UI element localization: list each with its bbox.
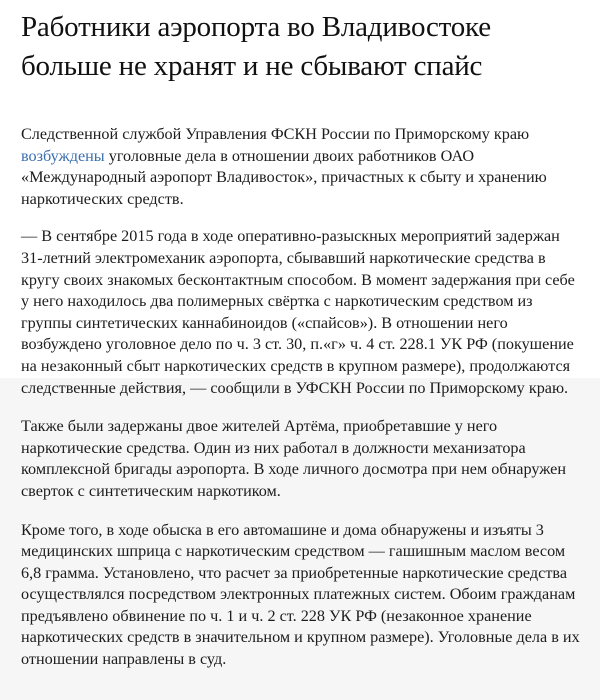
article-title: Работники аэропорта во Владивостоке больше не хранят и не сбывают спайс <box>21 11 491 82</box>
article-paragraph-3: Также были задержаны двое жителей Артёма, приобретавшие у него наркотические средства. Один из них работал в должности механизатора комплексной бригады аэропорта. В ходе личного досмотра при нем обнаружен сверток с синтетическим наркотиком. <box>21 417 567 500</box>
initiated-cases-link[interactable]: возбуждены <box>21 146 105 165</box>
paragraph-1-rest: уголовные дела в отношении двоих работников ОАО «Международный аэропорт Владивосток», причастных к сбыту и хранению наркотических средств. <box>21 146 547 208</box>
article-paragraph-2: — В сентябре 2015 года в ходе оперативно-разыскных мероприятий задержан 31-летний электромеханик аэропорта, сбывавший наркотические средства в кругу своих знакомых бесконтактным способом. В момент задержания при себе у него находилось два полимерных свёртка с наркотическим средством из группы синтетических каннабиноидов («спайсов»). В отношении него возбуждено уголовное дело по ч. 3 ст. 30, п.«г» ч. 4 ст. 228.1 УК РФ (покушение на незаконный сбыт наркотических средств в крупном размере), продолжаются следственные действия, — сообщили в УФСКН России по Приморскому краю. <box>21 227 575 397</box>
article-paragraph-4: Кроме того, в ходе обыска в его автомашине и дома обнаружены и изъяты 3 медицинских шприца с наркотическим средством — гашишным маслом весом 6,8 грамма. Установлено, что расчет за приобретенные наркотические средства осуществлялся посредством электронных платежных систем. Обоим гражданам предъявлено обвинение по ч. 1 и ч. 2 ст. 228 УК РФ (незаконное хранение наркотических средств в значительном и крупном размере). Уголовные дела в их отношении направлены в суд. <box>21 520 580 669</box>
news-article <box>21 8 581 671</box>
article-paragraph-1 <box>21 124 581 210</box>
paragraph-1-lead: Следственной службой Управления ФСКН России по Приморскому краю <box>21 125 530 143</box>
